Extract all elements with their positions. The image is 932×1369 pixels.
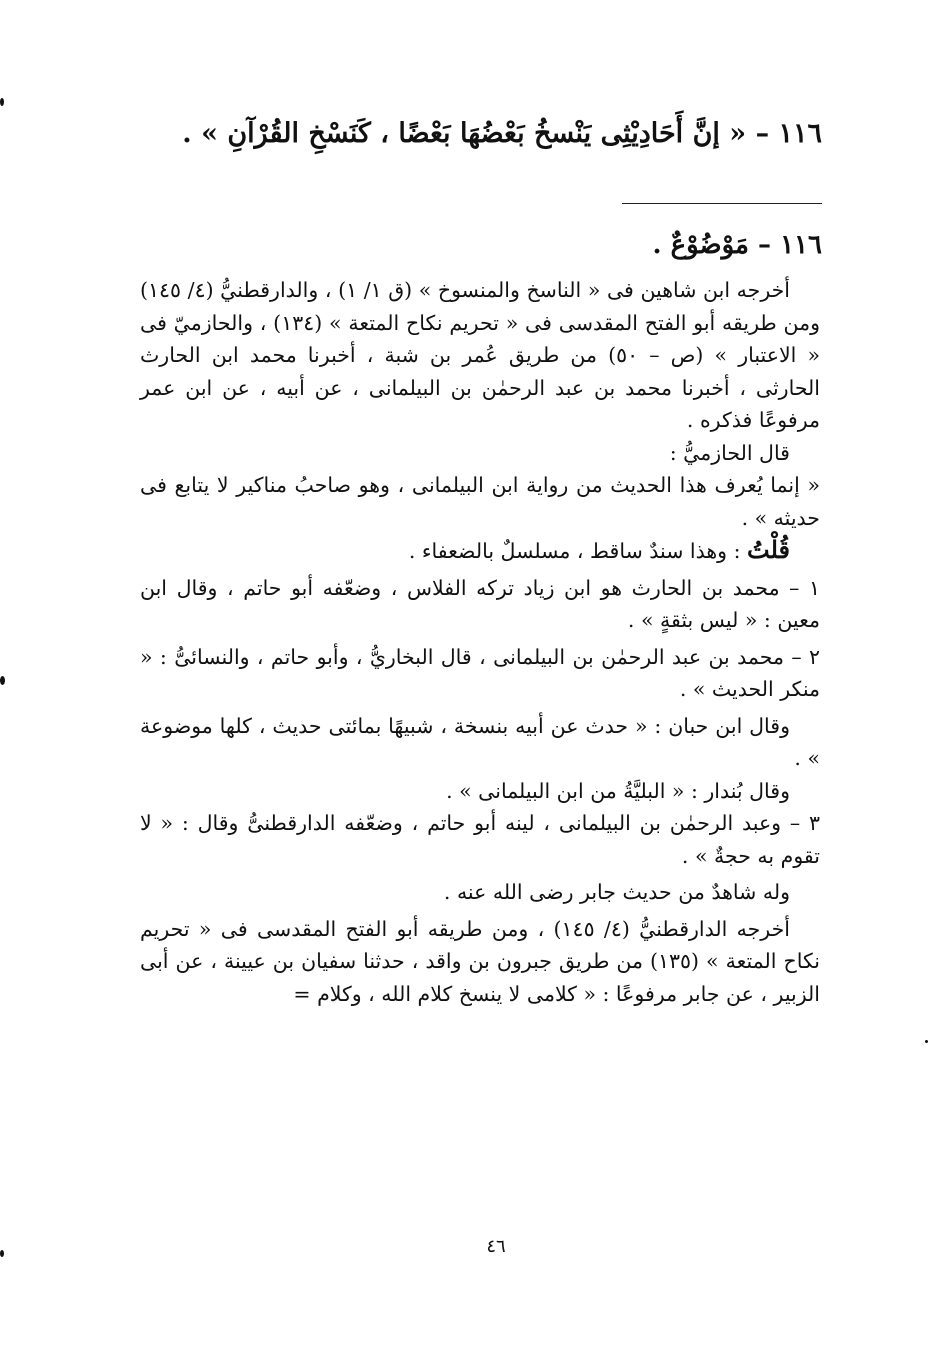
separator-rule — [622, 203, 822, 204]
author-comment-text: : وهذا سندٌ ساقط ، مسلسلٌ بالضعفاء . — [408, 539, 748, 563]
page-number: ٤٦ — [486, 1236, 506, 1257]
hazimi-quote: « إنما يُعرف هذا الحديث من رواية ابن البيلمانى ، وهو صاحبُ مناكير لا يتابع فى حديثه » . — [140, 473, 820, 530]
hadith-grade-title: ١١٦ – مَوْضُوْعٌ . — [652, 230, 822, 260]
scan-speck — [0, 98, 4, 106]
hadith-heading: ١١٦ – « إنَّ أَحَادِيْثِى يَنْسخُ بَعْضُهَا بَعْضًا ، كَنَسْخِ القُرْآنِ » . — [182, 118, 822, 149]
scan-speck — [0, 1250, 4, 1257]
ibn-hibban-quote: وقال ابن حبان : « حدث عن أبيه بنسخة ، شبيهًا بمائتى حديث ، كلها موضوعة » . — [140, 713, 820, 770]
scan-speck — [0, 676, 5, 685]
narrator-note-2: ٢ – محمد بن عبد الرحمٰن بن البيلمانى ، قال البخاريُّ ، وأبو حاتم ، والنسائىُّ : « منكر الحديث » . — [140, 644, 820, 701]
bundar-quote: وقال بُندار : « البليَّةُ من ابن البيلمانى » . — [446, 778, 790, 803]
scan-speck — [925, 1040, 928, 1043]
narrator-note-3: ٣ – وعبد الرحمٰن بن البيلمانى ، لينه أبو حاتم ، وضعّفه الدارقطنىُّ وقال : « لا تقوم به حجةٌ » . — [140, 811, 820, 868]
takhrij-paragraph: أخرجه ابن شاهين فى « الناسخ والمنسوخ » (ق ١/ ١) ، والدارقطنيُّ (٤/ ١٤٥) ومن طريقه أبو الفتح المقدسى فى « تحريم نكاح المتعة » (١٣٤) ، والحازميّ فى « الاعتبار » (ص – ٥٠) من طريق عُمر بن شبة ، أخبرنا محمد ابن الحارث الحارثى ، أخبرنا محمد بن عبد الرحمٰن بن البيلمانى ، عن أبيه ، عن ابن عمر مرفوعًا فذكره . — [140, 278, 821, 432]
shahid-paragraph: وله شاهدٌ من حديث جابر رضى الله عنه . — [443, 880, 790, 904]
narrator-note-1: ١ – محمد بن الحارث هو ابن زياد تركه الفلاس ، وضعّفه أبو حاتم ، وقال ابن معين : « ليس بثقةٍ » . — [140, 575, 820, 632]
quote-intro: قال الحازميُّ : — [669, 440, 790, 465]
commentary-body — [140, 274, 820, 1010]
author-comment — [140, 534, 820, 568]
jabir-takhrij: أخرجه الدارقطنيُّ (٤/ ١٤٥) ، ومن طريقه أبو الفتح المقدسى فى « تحريم نكاح المتعة » (١٣٥) من طريق جبرون بن واقد ، حدثنا سفيان بن عيينة ، عن أبى الزبير ، عن جابر مرفوعًا : « كلامى لا ينسخ كلام الله ، وكلام = — [140, 916, 820, 1006]
qult-label: قُلْتُ — [747, 535, 790, 564]
